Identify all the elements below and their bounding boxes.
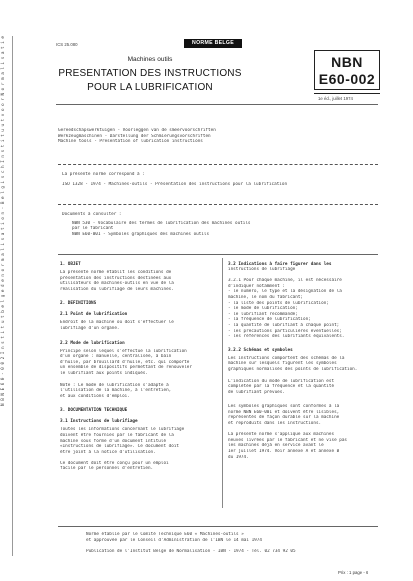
edition-rule <box>314 93 380 94</box>
margin-rule <box>12 36 13 556</box>
footer-block <box>86 532 386 555</box>
right-column <box>228 262 380 460</box>
ics-reference: ICS 25.080 <box>56 42 78 47</box>
body-line: Toutes les informations concernant le lubrifiage <box>60 427 185 433</box>
standard-number: E60-002 <box>318 71 376 87</box>
body-line: - le mode de lubrification; <box>228 306 298 312</box>
reference-item: NBN 530 - Vocabulaire des termes de lubrification des machines outils <box>72 220 251 226</box>
translation-english: Machine tools - Presentation of lubrication instructions <box>58 139 203 145</box>
correspondence-block <box>62 172 382 187</box>
body-line: - la quantité de lubrifiant à chaque point; <box>228 322 340 328</box>
body-line: et reproduits dans les instructions. <box>228 421 322 427</box>
body-line: représentés de façon durable sur la machine <box>228 415 340 421</box>
section-divider <box>58 164 378 165</box>
body-line: 1er juillet 1974. Voir annexe A et annexe B <box>228 449 340 455</box>
body-line: machine, le nom du fabricant; <box>228 294 304 300</box>
body-line: un ensemble de dispositifs permettant de renouveler <box>60 365 192 371</box>
reference-item: NBN E60-001 - Symboles graphiques des machines outils <box>72 231 210 237</box>
body-line: L'indication du mode de lubrification est <box>228 378 335 384</box>
reference-item: par le fabricant <box>72 226 114 232</box>
note-line: Note : Le mode de lubrification s'adapte à <box>60 382 169 388</box>
body-line: - la fréquence de lubrification; <box>228 317 311 323</box>
page-price: Prix : 1 page - 6 <box>338 570 369 575</box>
subsection-heading: 3.2 Indications à faire figurer dans les <box>228 262 332 267</box>
body-line: d'indiquer notamment : <box>228 283 285 289</box>
section-divider <box>58 204 378 205</box>
standard-prefix: NBN <box>331 54 363 70</box>
body-line: réalisation du lubrifiage de leurs machines. <box>60 286 174 292</box>
body-line: présentation des instructions destinées aux <box>60 275 172 281</box>
section-heading: 1. OBJET <box>60 262 81 267</box>
body-line: lubrifiage d'un organe. <box>60 325 120 331</box>
body-line: le lubrifiant aux points indiqués. <box>60 370 148 376</box>
body-line: norme NBN E60-001 et doivent être lisibles, <box>228 409 340 415</box>
body-line: Les symboles graphiques sont conformes à la <box>228 404 340 410</box>
body-line: Principe selon lequel s'effectue la lubrification <box>60 348 187 354</box>
body-line: Endroit de la machine où doit s'effectuer le <box>60 320 174 326</box>
edition-date: 1e éd., juillet 1974 <box>318 96 353 101</box>
body-line: La présente norme s'applique aux machines <box>228 432 335 438</box>
body-line: d'huile, par brouillard d'huile, etc. qui comporte <box>60 359 190 365</box>
subsection-heading: 3.1 Instructions de lubrifiage <box>60 419 138 425</box>
body-line: graphiques normalisés des points de lubrification. <box>228 366 358 372</box>
footer-line: et approuvée par le Conseil d'Administration de l'IBN le 14 mai 1974 <box>86 537 262 543</box>
side-margin-text: N B N E 6 0 - 0 0 2 I n s t i t u t b e l g e d e n o r m a l i s a t i o n - B e l g i s c h I n s t i t u u t v o o r N o r m a l i s a t i e <box>1 36 6 406</box>
subsection-heading: 3.2.2 Schémas et symboles <box>228 347 293 353</box>
series-title: Machines outils <box>127 56 173 63</box>
note-line: et aux conditions d'emploi. <box>60 393 130 399</box>
body-line: 3.2.1 Pour chaque machine, il est nécessaire <box>228 278 342 284</box>
body-line: les machines déjà en service avant le <box>228 443 324 449</box>
norme-belge-badge: NORME BELGE <box>184 39 242 48</box>
side-margin-strip <box>0 36 11 556</box>
body-line: d'un organe : manuelle, centralisée, à bain <box>60 354 172 360</box>
note-line: l'utilisation de la machine, à l'entretien, <box>60 388 172 394</box>
body-line: - les références des lubrifiants équivalents. <box>228 334 345 340</box>
body-line: être joint à la notice d'utilisation. <box>60 449 156 455</box>
references-block <box>62 212 251 237</box>
footer-line: Norme établie par le Comité Technique E60 « Machines-outils » <box>86 532 244 537</box>
body-line: neuves livrées par le fabricant et ne vise pas <box>228 437 347 443</box>
body-line: complétée par la fréquence et la quantité <box>228 384 335 390</box>
correspondence-iso: ISO 1328 - 1974 - Machines-outils - Présentation des instructions pour la lubrification <box>62 181 288 187</box>
body-line: - la liste des points de lubrification; <box>228 300 329 306</box>
section-heading: 3. DOCUMENTATION TECHNIQUE <box>60 408 128 414</box>
header-divider <box>56 104 378 105</box>
body-line: machine sous forme d'un document intitulé <box>60 438 167 444</box>
body-line: - le numéro, le type et la désignation de la <box>228 289 342 295</box>
document-title-line2: POUR LA LUBRIFICATION <box>87 82 213 93</box>
body-line: - les précautions particulières éventuelles; <box>228 328 342 334</box>
references-heading: Documents à consulter : <box>62 212 122 217</box>
footer-rule <box>58 526 378 527</box>
body-line: Ce document doit être conçu pour un emploi <box>60 460 169 466</box>
translation-dutch: Gereedschapswerktuigen - Voorleggen van de smeervoorschriften <box>58 128 216 133</box>
section-heading: 2. DEFINITIONS <box>60 301 97 307</box>
body-top-rule <box>58 254 378 255</box>
body-line: La présente norme établit les conditions de <box>60 270 172 275</box>
correspondence-intro: La présente norme correspond à : <box>62 172 145 177</box>
body-line: «Instructions de lubrifiage». Ce document doit <box>60 444 179 450</box>
subsection-heading: 2.1 Point de lubrification <box>60 312 128 318</box>
body-line: utilisateurs de machines-outils en vue de la <box>60 281 174 287</box>
body-line: Les instructions comportent des schémas de la <box>228 355 345 361</box>
body-line: du 1974. <box>228 454 249 460</box>
document-title-line1: PRESENTATION DES INSTRUCTIONS <box>58 68 242 79</box>
body-line: machine sur lesquels figurent les symboles <box>228 361 337 367</box>
body-line: - le lubrifiant recommandé; <box>228 311 298 317</box>
translation-german: Werkzeugmaschinen - Darstellung der Schmierungsvorschriften <box>58 133 211 139</box>
body-line: facile par le personnel d'entretien. <box>60 466 154 472</box>
subsection-heading: 2.2 Mode de lubrification <box>60 340 125 346</box>
translations-block <box>58 128 216 145</box>
column-divider <box>222 258 223 508</box>
footer-publication: Publication de l'Institut Belge de Normalisation - IBN - 1974 - Tél. 02 734 92 05 <box>86 549 296 555</box>
left-column <box>60 262 218 472</box>
body-line: doivent être fournies par le fabricant de la <box>60 432 174 438</box>
body-line: de lubrifiant prévues. <box>228 389 285 395</box>
standard-number-box <box>314 50 380 90</box>
body-line: instructions de lubrifiage <box>228 267 296 272</box>
